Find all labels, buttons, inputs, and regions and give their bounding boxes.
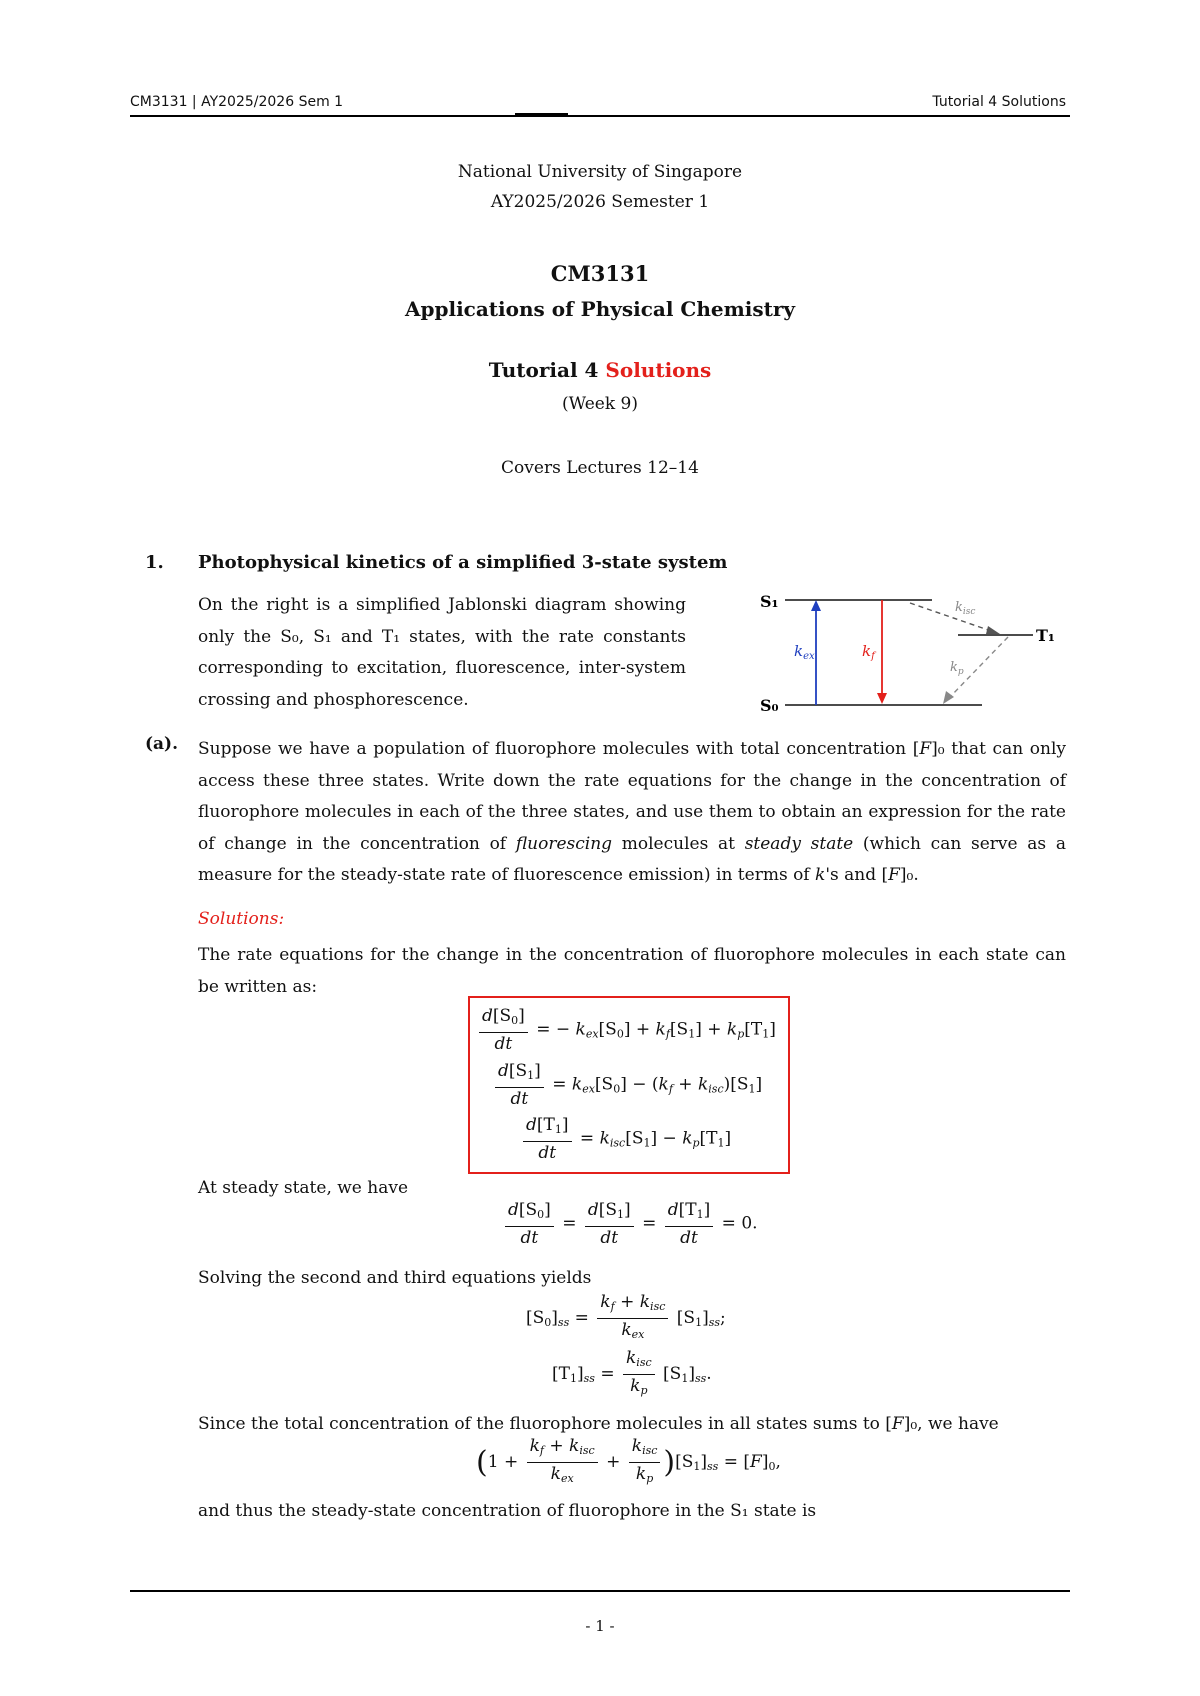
header-course: CM3131 | AY2025/2026 Sem 1 [130, 94, 344, 110]
isc-arrowhead [986, 626, 1000, 634]
t1-steady-state-eq: $[T_1]_{ss}$ = $\frac{k_{isc}}{k_p}$ $[S_1]_{ss}$. [552, 1348, 712, 1397]
total-line: Since the total concentration of the fluorophore molecules in all states sums to [F]₀, we have [198, 1414, 999, 1434]
week-label: (Week 9) [562, 394, 638, 414]
semester-line: AY2025/2026 Semester 1 [490, 192, 710, 212]
t1-label: T₁ [1036, 626, 1055, 645]
header-rule [130, 115, 1070, 117]
fluorescence-arrowhead [877, 693, 887, 704]
kp-label: $k_p$ [950, 660, 964, 677]
phosphorescence-arrowhead [943, 691, 954, 704]
total-concentration-eq: (1 + $\frac{k_f + k_{isc}}{k_{ex}}$ + $\frac{k_{isc}}{k_p}$ )$[S_1]_{ss} = [F]_0$, [476, 1436, 781, 1485]
kex-label: $k_{ex}$ [794, 642, 815, 662]
kisc-label: $k_{isc}$ [955, 600, 976, 617]
excitation-arrowhead [811, 600, 821, 611]
s0-label: S₀ [760, 696, 779, 715]
course-name: Applications of Physical Chemistry [404, 297, 796, 321]
solution-intro: The rate equations for the change in the concentration of fluorophore molecules in each state can be written as: [198, 945, 1066, 997]
s1-label: S₁ [760, 592, 779, 611]
tutorial-title [0, 358, 1200, 382]
isc-arrow [910, 603, 994, 632]
covers-label: Covers Lectures 12–14 [501, 458, 699, 478]
steady-state-equation: $\frac{d[S_0]}{dt}$ = $\frac{d[S_1]}{dt}$ = $\frac{d[T_1]}{dt}$ = 0. [502, 1200, 758, 1248]
solving-line: Solving the second and third equations yields [198, 1268, 592, 1288]
page-number: - 1 - [585, 1617, 615, 1635]
university-name: National University of Singapore [457, 162, 743, 182]
rate-eq-s0: $\frac{d[S_0]}{dt}$ = − $k_{ex}[S_0] + k_f[S_1] + k_p[T_1]$ [476, 1006, 776, 1054]
rate-eq-t1: $\frac{d[T_1]}{dt}$ = $k_{isc}[S_1] - k_p[T_1]$ [520, 1115, 731, 1163]
question-intro: On the right is a simplified Jablonski diagram showing only the S₀, S₁ and T₁ states, with the rate constants corresponding to excitation, fluorescence, inter-system crossing and phosphorescence. [198, 595, 686, 710]
header-rule-accent [515, 113, 568, 115]
jablonski-diagram [750, 585, 1070, 715]
question-title: Photophysical kinetics of a simplified 3-state system [198, 552, 728, 573]
kf-label: $k_f$ [862, 642, 875, 662]
solutions-label: Solutions [605, 358, 712, 382]
tutorial-label: Tutorial 4 [488, 358, 599, 382]
question-number: 1. [145, 552, 164, 573]
footer-rule [130, 1590, 1070, 1592]
rate-eq-s1: $\frac{d[S_1]}{dt}$ = $k_{ex}[S_0] - (k_f + k_{isc})[S_1]$ [492, 1061, 762, 1109]
part-a-label: (a). [145, 734, 179, 754]
header-title: Tutorial 4 Solutions [932, 94, 1066, 110]
part-a-question: Suppose we have a population of fluorophore molecules with total concentration [F]₀ that can only access these three states. Write down the rate equations for the change in the concentration of fluorophore molecules in each of the three states, and use them to obtain an expression for the rate of change in the concentration of fluorescing molecules at steady state (which can serve as a measure for the steady-state rate of fluorescence emission) in terms of k's and [F]₀. [198, 739, 1066, 885]
final-line: and thus the steady-state concentration of fluorophore in the S₁ state is [198, 1501, 817, 1521]
course-code: CM3131 [550, 261, 650, 286]
s0-steady-state-eq: $[S_0]_{ss}$ = $\frac{k_f + k_{isc}}{k_{ex}}$ $[S_1]_{ss}$; [526, 1292, 726, 1341]
solutions-heading: Solutions: [198, 909, 285, 929]
steady-state-line: At steady state, we have [198, 1178, 409, 1198]
